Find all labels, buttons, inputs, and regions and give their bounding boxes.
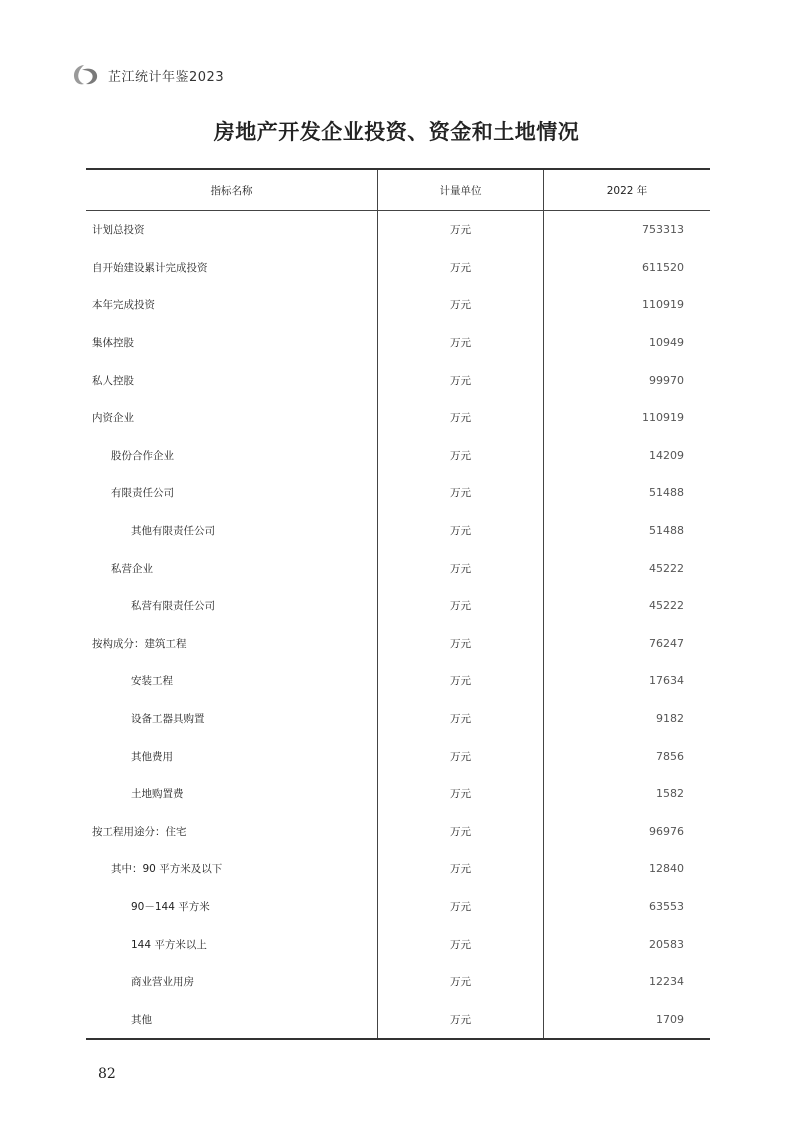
unit-cell: 万元 xyxy=(378,925,544,963)
value-cell: 51488 xyxy=(649,524,684,538)
table-body xyxy=(86,211,710,1038)
unit-cell: 万元 xyxy=(378,625,544,663)
value-cell: 1709 xyxy=(656,1012,684,1026)
indicator-name-cell: 内资企业 xyxy=(86,399,378,437)
yearbook-title: 芷江统计年鉴2023 xyxy=(108,69,225,85)
indicator-name-cell: 90－144 平方米 xyxy=(86,888,378,926)
value-cell: 9182 xyxy=(656,712,684,726)
indicator-name-cell: 商业营业用房 xyxy=(86,963,378,1001)
unit-cell: 万元 xyxy=(378,474,544,512)
table-row xyxy=(86,737,710,775)
table-row xyxy=(86,286,710,324)
table-row xyxy=(86,850,710,888)
indicator-name-cell: 私营企业 xyxy=(86,549,378,587)
value-cell: 76247 xyxy=(649,636,684,650)
indicator-name-cell: 其中：90 平方米及以下 xyxy=(86,850,378,888)
unit-cell: 万元 xyxy=(378,399,544,437)
table-row xyxy=(86,775,710,813)
table-row xyxy=(86,249,710,287)
value-cell: 10949 xyxy=(649,336,684,350)
indicator-name-cell: 计划总投资 xyxy=(86,211,378,249)
unit-cell: 万元 xyxy=(378,249,544,287)
unit-cell: 万元 xyxy=(378,737,544,775)
unit-cell: 万元 xyxy=(378,700,544,738)
unit-cell: 万元 xyxy=(378,662,544,700)
indicator-name-cell: 自开始建设累计完成投资 xyxy=(86,249,378,287)
value-cell: 7856 xyxy=(656,749,684,763)
table-row xyxy=(86,211,710,249)
indicator-name-cell: 土地购置费 xyxy=(86,775,378,813)
unit-cell: 万元 xyxy=(378,1000,544,1038)
yearbook-logo-icon xyxy=(70,62,102,88)
unit-cell: 万元 xyxy=(378,211,544,249)
page-number: 82 xyxy=(98,1066,116,1082)
value-cell: 611520 xyxy=(642,260,684,274)
table-row xyxy=(86,925,710,963)
page-title: 房地产开发企业投资、资金和土地情况 xyxy=(213,119,580,144)
table-row xyxy=(86,888,710,926)
value-cell: 45222 xyxy=(649,599,684,613)
unit-cell: 万元 xyxy=(378,813,544,851)
unit-cell: 万元 xyxy=(378,437,544,475)
indicator-name-cell: 设备工器具购置 xyxy=(86,700,378,738)
table-row xyxy=(86,512,710,550)
unit-cell: 万元 xyxy=(378,850,544,888)
value-cell: 753313 xyxy=(642,223,684,237)
unit-cell: 万元 xyxy=(378,361,544,399)
column-header-unit: 计量单位 xyxy=(378,170,544,210)
table-row xyxy=(86,1000,710,1038)
table-row xyxy=(86,700,710,738)
indicator-name-cell: 安装工程 xyxy=(86,662,378,700)
value-cell: 1582 xyxy=(656,787,684,801)
table-row xyxy=(86,549,710,587)
indicator-name-cell: 其他有限责任公司 xyxy=(86,512,378,550)
value-cell: 63553 xyxy=(649,899,684,913)
value-cell: 110919 xyxy=(642,411,684,425)
value-cell: 20583 xyxy=(649,937,684,951)
value-cell: 45222 xyxy=(649,561,684,575)
table-row xyxy=(86,625,710,663)
table-row xyxy=(86,662,710,700)
indicator-name-cell: 144 平方米以上 xyxy=(86,925,378,963)
table-row xyxy=(86,587,710,625)
table-row xyxy=(86,361,710,399)
indicator-name-cell: 私人控股 xyxy=(86,361,378,399)
indicator-name-cell: 股份合作企业 xyxy=(86,437,378,475)
unit-cell: 万元 xyxy=(378,775,544,813)
indicator-name-cell: 按工程用途分：住宅 xyxy=(86,813,378,851)
value-cell: 12840 xyxy=(649,862,684,876)
table-row xyxy=(86,474,710,512)
indicator-name-cell: 按构成分：建筑工程 xyxy=(86,625,378,663)
indicator-name-cell: 私营有限责任公司 xyxy=(86,587,378,625)
table-row xyxy=(86,963,710,1001)
data-table xyxy=(86,168,710,1040)
running-header xyxy=(70,62,224,88)
unit-cell: 万元 xyxy=(378,286,544,324)
column-header-year: 2022 年 xyxy=(606,184,648,197)
unit-cell: 万元 xyxy=(378,888,544,926)
value-cell: 99970 xyxy=(649,373,684,387)
unit-cell: 万元 xyxy=(378,324,544,362)
unit-cell: 万元 xyxy=(378,512,544,550)
unit-cell: 万元 xyxy=(378,587,544,625)
indicator-name-cell: 有限责任公司 xyxy=(86,474,378,512)
value-cell: 51488 xyxy=(649,486,684,500)
unit-cell: 万元 xyxy=(378,549,544,587)
unit-cell: 万元 xyxy=(378,963,544,1001)
indicator-name-cell: 本年完成投资 xyxy=(86,286,378,324)
table-row xyxy=(86,324,710,362)
table-row xyxy=(86,437,710,475)
value-cell: 96976 xyxy=(649,824,684,838)
indicator-name-cell: 其他 xyxy=(86,1000,378,1038)
value-cell: 17634 xyxy=(649,674,684,688)
indicator-name-cell: 集体控股 xyxy=(86,324,378,362)
indicator-name-cell: 其他费用 xyxy=(86,737,378,775)
value-cell: 110919 xyxy=(642,298,684,312)
value-cell: 14209 xyxy=(649,448,684,462)
table-row xyxy=(86,813,710,851)
table-row xyxy=(86,399,710,437)
table-header-row xyxy=(86,170,710,211)
column-header-indicator: 指标名称 xyxy=(86,170,378,210)
value-cell: 12234 xyxy=(649,975,684,989)
